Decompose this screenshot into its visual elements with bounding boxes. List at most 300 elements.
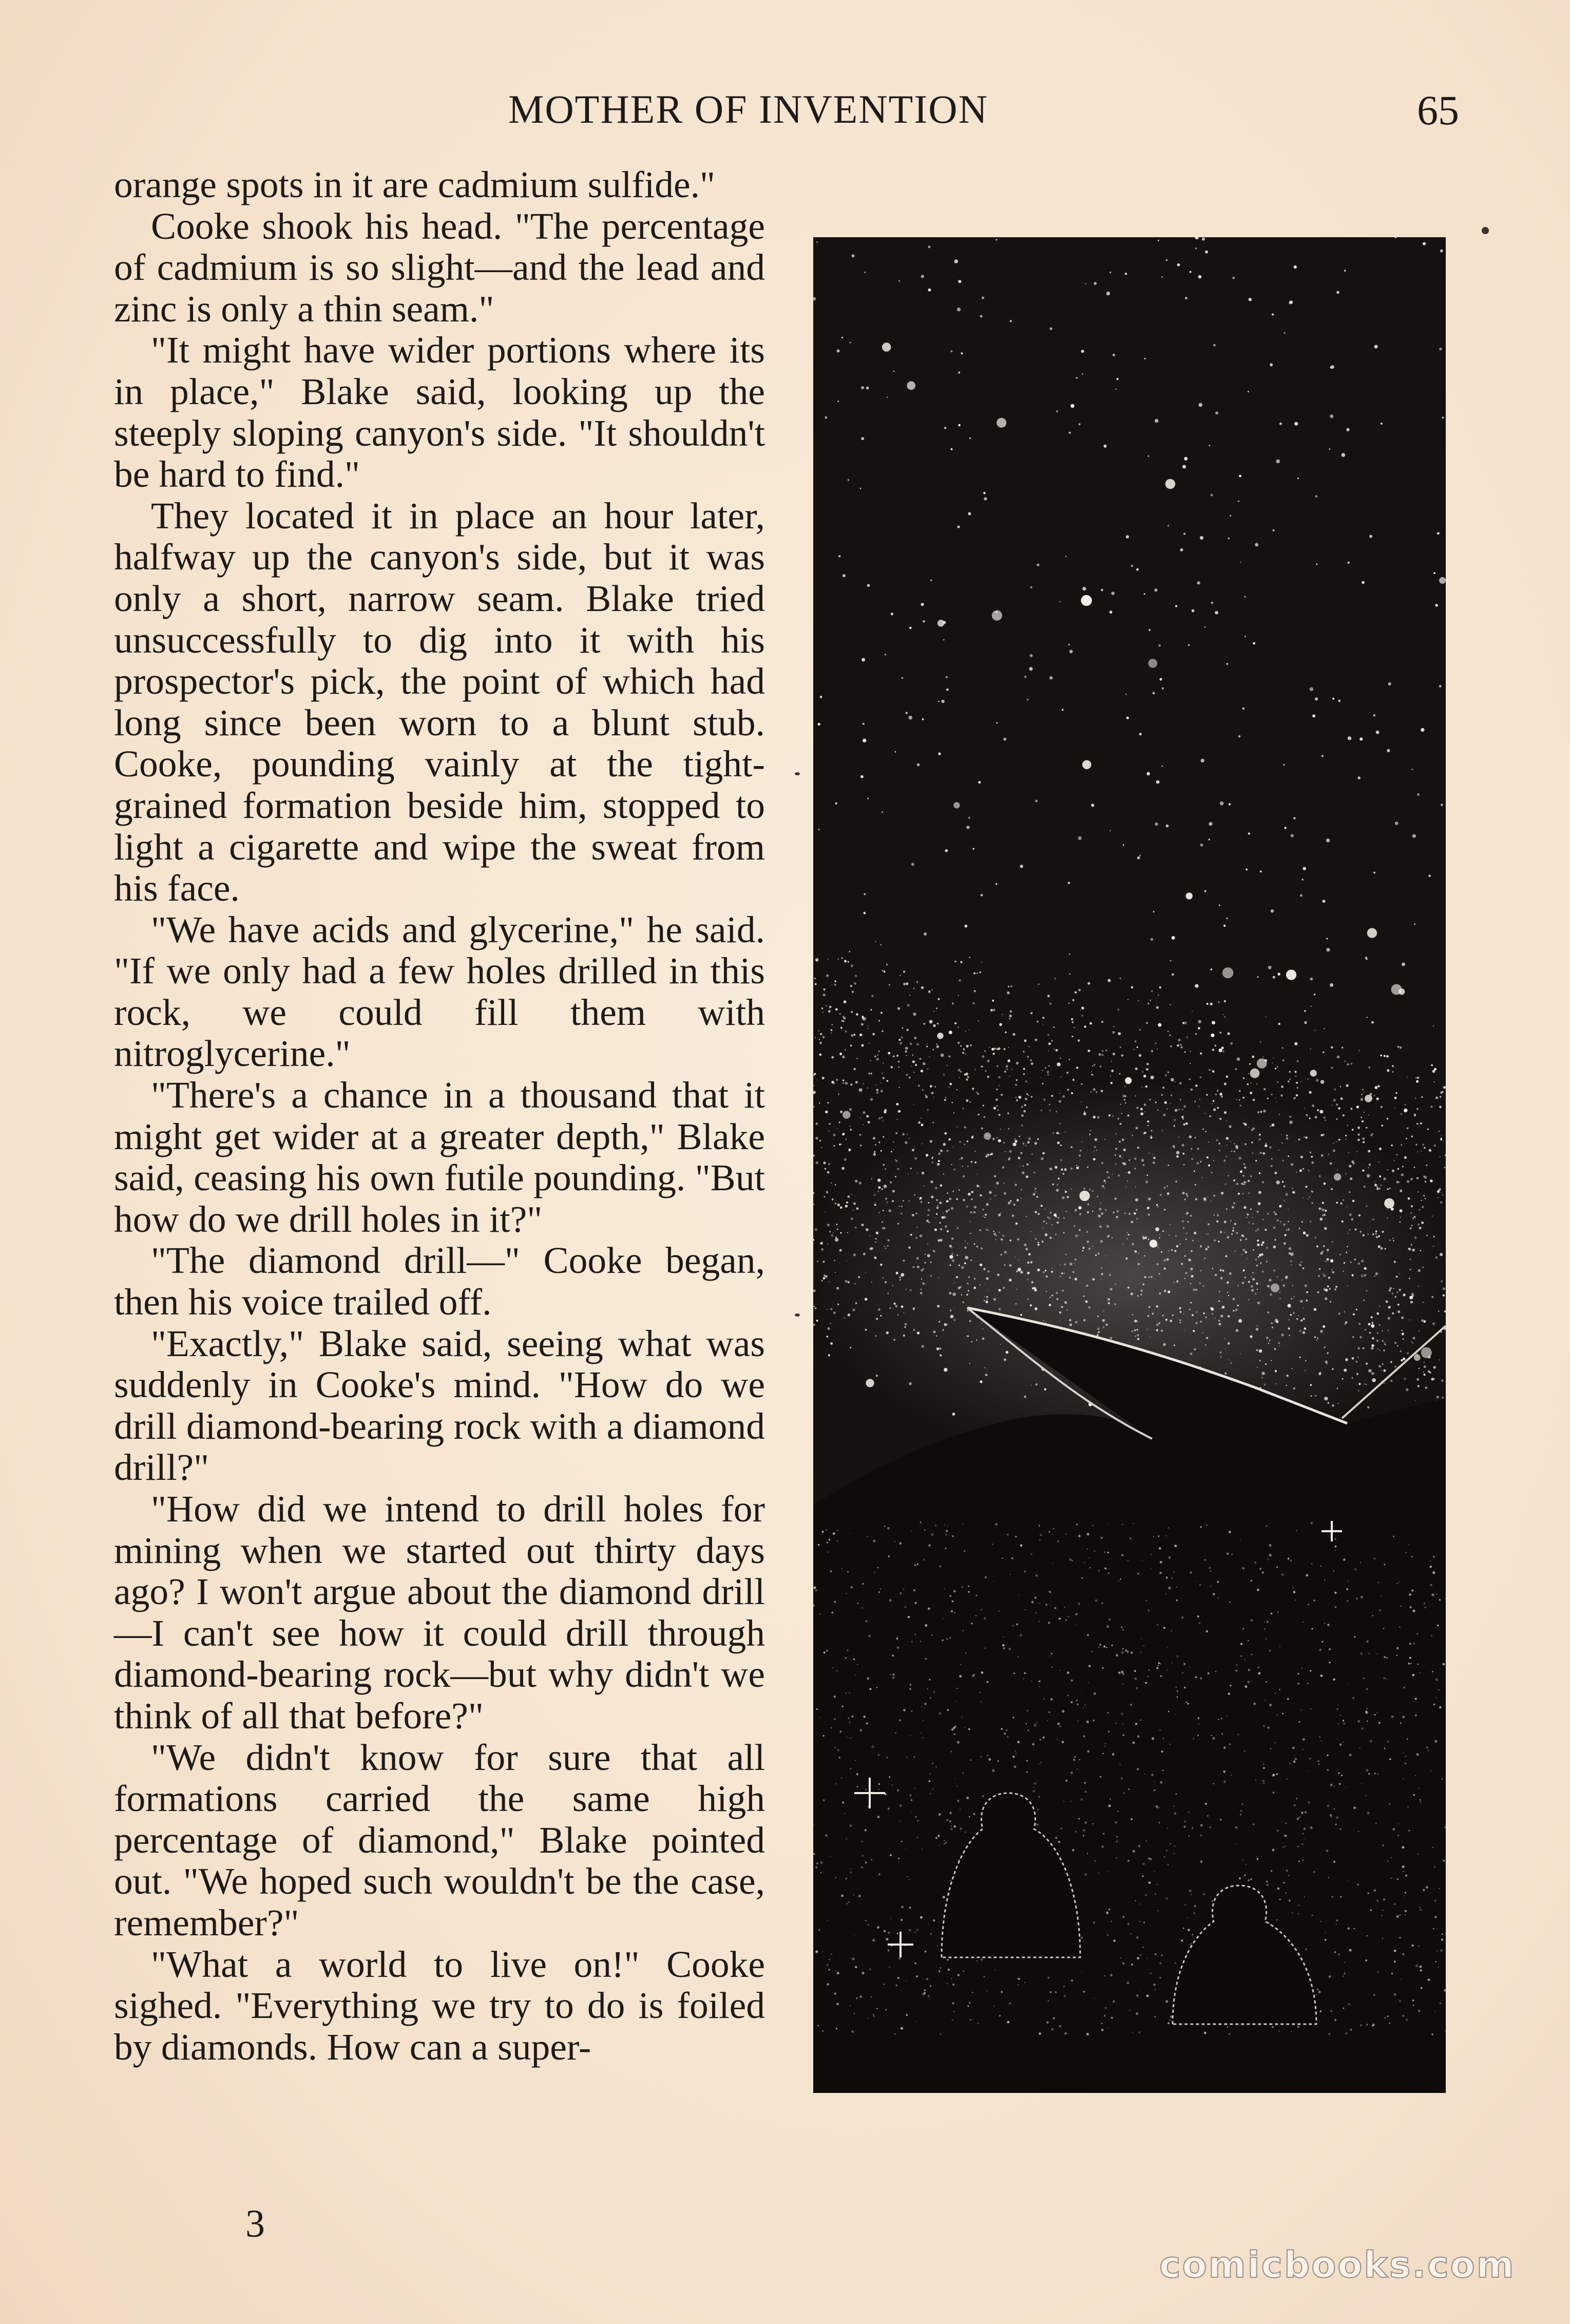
mist-speck	[1275, 1693, 1276, 1694]
mist-speck	[1209, 1826, 1212, 1828]
star	[1222, 967, 1233, 978]
mist-speck	[1387, 2015, 1389, 2017]
star	[1224, 1016, 1226, 1017]
star	[1236, 1183, 1238, 1185]
star	[951, 1247, 952, 1248]
mist-speck	[1270, 1748, 1272, 1749]
star	[910, 1168, 912, 1169]
star	[1232, 1206, 1234, 1209]
mist-speck	[1147, 1958, 1148, 1959]
star	[947, 1150, 949, 1152]
star	[1263, 1088, 1266, 1091]
star	[966, 1079, 968, 1081]
star	[995, 1195, 997, 1196]
mist-speck	[897, 1977, 900, 1979]
star	[1172, 936, 1175, 940]
mist-speck	[1020, 1634, 1022, 1636]
mist-speck	[1165, 1535, 1166, 1536]
star	[954, 1319, 956, 1321]
star	[1280, 1094, 1283, 1097]
star	[1016, 1270, 1018, 1272]
star	[1157, 1049, 1158, 1050]
star	[1004, 1359, 1006, 1361]
star	[1326, 938, 1328, 940]
star	[834, 980, 836, 982]
star	[1392, 1238, 1393, 1239]
star	[1401, 1113, 1402, 1115]
mist-speck	[1333, 1808, 1335, 1809]
star	[1255, 1160, 1257, 1161]
star	[979, 1229, 981, 1231]
star	[920, 1197, 922, 1199]
star	[1019, 1096, 1022, 1099]
star	[1200, 844, 1203, 847]
star	[1227, 663, 1229, 665]
mist-speck	[1415, 1698, 1417, 1700]
star	[998, 1214, 1001, 1216]
star	[833, 1082, 835, 1084]
mist-speck	[825, 1834, 827, 1836]
star	[871, 1178, 872, 1179]
mist-speck	[1183, 1663, 1185, 1665]
star	[1147, 1003, 1149, 1004]
star	[1170, 1320, 1172, 1322]
star	[1235, 1068, 1237, 1070]
star	[974, 1243, 975, 1245]
star	[829, 1131, 830, 1132]
mist-speck	[1165, 1576, 1167, 1578]
mist-speck	[1229, 1602, 1231, 1603]
star	[1357, 1139, 1360, 1141]
star	[1005, 1032, 1006, 1033]
star	[938, 752, 941, 755]
mist-speck	[1106, 1625, 1109, 1628]
star	[1042, 1241, 1044, 1243]
star	[1070, 1146, 1073, 1148]
star	[1266, 1337, 1269, 1339]
mist-speck	[820, 1872, 821, 1873]
mist-speck	[1118, 1580, 1119, 1582]
star	[1328, 1277, 1330, 1279]
mist-speck	[822, 2030, 824, 2032]
star	[1209, 839, 1210, 840]
star	[824, 988, 826, 990]
star	[1038, 983, 1040, 985]
star	[830, 1342, 833, 1345]
star	[1394, 1160, 1395, 1161]
star	[1428, 1356, 1431, 1359]
star	[909, 1382, 912, 1385]
star	[1009, 1015, 1012, 1017]
star	[950, 1309, 951, 1311]
mist-speck	[1408, 1663, 1410, 1665]
star	[846, 1261, 847, 1262]
star	[848, 479, 849, 481]
star	[1198, 1106, 1200, 1108]
mist-speck	[1382, 1844, 1384, 1846]
mist-speck	[1299, 1721, 1300, 1723]
star	[1389, 1289, 1391, 1292]
mist-speck	[1239, 1877, 1241, 1879]
mist-speck	[907, 1876, 908, 1877]
mist-speck	[1307, 1683, 1309, 1684]
star	[1106, 1225, 1109, 1228]
star	[850, 1083, 853, 1086]
star	[1049, 1003, 1051, 1005]
star	[1374, 1095, 1375, 1096]
star	[992, 611, 1002, 621]
star	[1262, 1219, 1263, 1220]
mist-speck	[900, 1821, 901, 1822]
mist-speck	[924, 1530, 925, 1531]
star	[1260, 1041, 1261, 1042]
mist-speck	[946, 1530, 948, 1532]
mist-speck	[1108, 1572, 1109, 1574]
mist-speck	[1412, 1999, 1414, 2002]
star	[953, 802, 960, 808]
star	[1213, 1100, 1215, 1102]
star	[956, 1198, 958, 1200]
star	[876, 1232, 878, 1234]
star	[1433, 1366, 1436, 1368]
mist-speck	[947, 1526, 948, 1527]
mist-speck	[837, 1749, 839, 1751]
mist-speck	[1198, 1724, 1199, 1725]
star	[974, 1206, 977, 1209]
mist-speck	[837, 1972, 839, 1974]
mist-speck	[1012, 1756, 1014, 1758]
star	[841, 1167, 845, 1170]
star	[1097, 1116, 1100, 1119]
star	[1315, 1237, 1316, 1239]
star	[869, 1235, 870, 1236]
star	[1367, 1406, 1369, 1408]
mist-speck	[1053, 2017, 1055, 2020]
star	[1279, 1114, 1280, 1115]
star	[1064, 1273, 1065, 1274]
mist-speck	[1160, 1730, 1161, 1731]
star	[1038, 1242, 1039, 1243]
mist-speck	[1286, 1822, 1287, 1824]
mist-speck	[925, 1658, 927, 1660]
star	[1062, 1196, 1064, 1199]
mist-speck	[959, 1675, 962, 1678]
star	[1031, 1062, 1033, 1065]
star	[875, 1242, 876, 1243]
star	[980, 1194, 982, 1196]
story-text-column	[114, 164, 765, 2068]
star	[974, 1161, 977, 1164]
star	[1078, 1206, 1081, 1209]
star	[1105, 1183, 1106, 1184]
mist-speck	[904, 1606, 906, 1608]
star	[854, 1034, 856, 1036]
star	[1400, 1217, 1401, 1218]
mist-speck	[967, 2005, 969, 2007]
star	[885, 1168, 886, 1170]
star	[1105, 1324, 1108, 1326]
star	[1253, 1272, 1254, 1273]
star	[1238, 1319, 1242, 1323]
mist-speck	[1151, 1554, 1152, 1555]
mist-speck	[1136, 2012, 1138, 2015]
star	[994, 1175, 996, 1177]
mist-speck	[1039, 1525, 1040, 1527]
star	[1352, 1357, 1354, 1360]
star	[1151, 938, 1153, 941]
mist-speck	[1135, 1723, 1137, 1725]
star	[1384, 1342, 1385, 1343]
mist-speck	[945, 1842, 947, 1844]
star	[1248, 391, 1249, 392]
star	[1202, 1129, 1204, 1130]
mist-speck	[888, 1555, 890, 1557]
star	[1190, 1051, 1191, 1052]
star	[1267, 1285, 1270, 1287]
mist-speck	[1377, 1774, 1378, 1775]
star	[1250, 1335, 1252, 1338]
mist-speck	[932, 1763, 933, 1764]
mist-speck	[910, 1795, 911, 1796]
star	[1401, 1317, 1404, 1319]
mist-speck	[1417, 1664, 1419, 1665]
mist-speck	[1032, 1790, 1035, 1793]
star	[1143, 1164, 1145, 1166]
star	[937, 1239, 940, 1242]
star	[1362, 581, 1364, 584]
star	[866, 1379, 874, 1387]
mist-speck	[1376, 1654, 1377, 1655]
star	[1338, 1403, 1339, 1404]
star	[1170, 1035, 1171, 1036]
star	[1016, 1084, 1017, 1085]
star	[1253, 1249, 1254, 1251]
star	[827, 1244, 829, 1245]
star	[1013, 1142, 1017, 1146]
star	[892, 1285, 893, 1286]
mist-speck	[1168, 1528, 1169, 1529]
star	[1440, 1202, 1442, 1204]
star	[1220, 1315, 1223, 1317]
star	[880, 1264, 883, 1266]
star	[1411, 1225, 1413, 1226]
star	[840, 1144, 841, 1145]
mist-speck	[968, 1586, 969, 1587]
star	[869, 1043, 870, 1044]
star	[984, 1300, 986, 1302]
mist-speck	[1206, 1630, 1208, 1632]
star	[1200, 1076, 1202, 1078]
star	[979, 971, 981, 974]
star	[1063, 1173, 1064, 1174]
star	[997, 1065, 999, 1068]
star	[962, 1301, 964, 1303]
mist-speck	[816, 1862, 818, 1864]
mist-speck	[1419, 1788, 1420, 1789]
star	[1261, 1253, 1263, 1256]
star	[1101, 589, 1103, 591]
star	[864, 893, 866, 895]
star	[1014, 1138, 1016, 1140]
star	[1007, 1112, 1009, 1114]
mist-speck	[850, 1872, 852, 1874]
star	[1111, 1061, 1112, 1062]
star	[1147, 1207, 1150, 1209]
mist-speck	[993, 1581, 994, 1582]
mist-speck	[947, 1959, 948, 1960]
star	[1135, 1068, 1138, 1070]
star	[1358, 1263, 1361, 1265]
mist-speck	[1212, 1737, 1215, 1740]
star	[815, 1228, 818, 1231]
mist-speck	[1003, 1636, 1004, 1637]
star	[1120, 1123, 1122, 1125]
mist-speck	[1269, 1704, 1272, 1706]
star	[1101, 1090, 1103, 1092]
mist-speck	[1135, 1678, 1137, 1680]
star	[973, 848, 975, 850]
star	[1126, 535, 1129, 538]
star	[891, 1066, 893, 1068]
star	[1256, 1328, 1259, 1331]
star	[1010, 1240, 1011, 1241]
mist-speck	[830, 1727, 832, 1729]
star	[1161, 276, 1162, 277]
star	[833, 1232, 834, 1233]
star	[1059, 1100, 1062, 1103]
mist-speck	[1266, 1881, 1268, 1882]
star	[1088, 1050, 1090, 1052]
star	[863, 1253, 866, 1255]
star	[1161, 1329, 1163, 1331]
star	[917, 1173, 918, 1174]
star	[842, 1055, 845, 1058]
star	[937, 998, 940, 1000]
star	[1361, 1117, 1362, 1118]
star	[1026, 1164, 1028, 1166]
star	[1060, 1145, 1062, 1146]
star	[1288, 1327, 1290, 1329]
star	[1056, 410, 1058, 412]
star	[852, 991, 854, 993]
star	[960, 1141, 961, 1142]
star	[1278, 1023, 1280, 1025]
star	[1187, 1275, 1188, 1277]
mist-speck	[1246, 1864, 1247, 1865]
mist-speck	[961, 1717, 963, 1718]
star	[1101, 1273, 1103, 1275]
mist-speck	[886, 1938, 888, 1940]
star	[1219, 1323, 1221, 1325]
star	[953, 1147, 954, 1148]
star	[1003, 1287, 1005, 1289]
star	[1250, 1175, 1252, 1177]
mist-speck	[818, 1544, 819, 1546]
star	[956, 1276, 959, 1279]
star	[1352, 1378, 1353, 1379]
star	[1069, 1319, 1071, 1321]
star	[954, 1022, 956, 1024]
mist-speck	[970, 2019, 971, 2021]
mist-speck	[1188, 1835, 1190, 1837]
star	[951, 1207, 954, 1210]
mist-speck	[1413, 1794, 1415, 1796]
mist-speck	[1432, 1571, 1435, 1574]
star	[1417, 1077, 1419, 1079]
star	[1001, 1239, 1003, 1241]
star	[1177, 1044, 1179, 1047]
star	[1401, 1144, 1402, 1146]
mist-speck	[911, 1641, 913, 1643]
star	[1004, 1071, 1006, 1073]
mist-speck	[911, 1531, 912, 1532]
mist-speck	[1439, 1599, 1441, 1601]
star	[921, 1117, 922, 1118]
star	[849, 1108, 852, 1111]
star	[1416, 1123, 1418, 1125]
star	[1004, 1264, 1006, 1266]
star	[1016, 1099, 1018, 1101]
star	[1043, 1099, 1045, 1101]
mist-speck	[1336, 1924, 1337, 1925]
star	[1093, 1075, 1094, 1076]
mist-speck	[1049, 1991, 1051, 1993]
star	[906, 1055, 907, 1056]
mist-speck	[836, 1783, 837, 1784]
star	[1289, 1252, 1291, 1254]
star	[1074, 1027, 1075, 1028]
star	[1016, 1079, 1018, 1081]
star	[1056, 1216, 1057, 1217]
star	[1304, 1327, 1307, 1330]
paragraph: "What a world to live on!" Cooke sighed. "Everything we try to do is foiled by diamonds. How can a super-	[114, 1943, 765, 2068]
star	[1423, 1302, 1424, 1303]
mist-speck	[1104, 1746, 1105, 1747]
star	[882, 1030, 884, 1032]
star	[1280, 1221, 1281, 1222]
star	[1233, 1227, 1234, 1229]
star	[1142, 1071, 1143, 1073]
star	[958, 1026, 959, 1027]
mist-speck	[1082, 1971, 1083, 1972]
star	[954, 259, 959, 263]
star	[1017, 1199, 1019, 1202]
mist-speck	[1106, 1912, 1108, 1914]
mist-speck	[1400, 1712, 1401, 1713]
star	[908, 1201, 910, 1202]
star	[969, 1320, 971, 1322]
mist-speck	[1039, 1621, 1040, 1622]
star	[1064, 1264, 1066, 1266]
mist-speck	[968, 1591, 970, 1593]
mist-speck	[1122, 1673, 1124, 1674]
star	[906, 712, 908, 714]
star	[863, 1083, 864, 1084]
star	[1325, 1261, 1326, 1262]
mist-speck	[852, 1716, 854, 1718]
star	[1111, 592, 1115, 595]
mist-speck	[1440, 2003, 1442, 2005]
star	[1241, 1183, 1243, 1185]
mist-speck	[1015, 1750, 1016, 1751]
star	[1178, 1039, 1180, 1041]
mist-speck	[1189, 1890, 1191, 1892]
mist-speck	[905, 1847, 906, 1849]
star	[934, 1228, 937, 1231]
mist-speck	[1024, 1609, 1026, 1611]
star	[1303, 1267, 1304, 1269]
star	[1079, 1229, 1081, 1231]
